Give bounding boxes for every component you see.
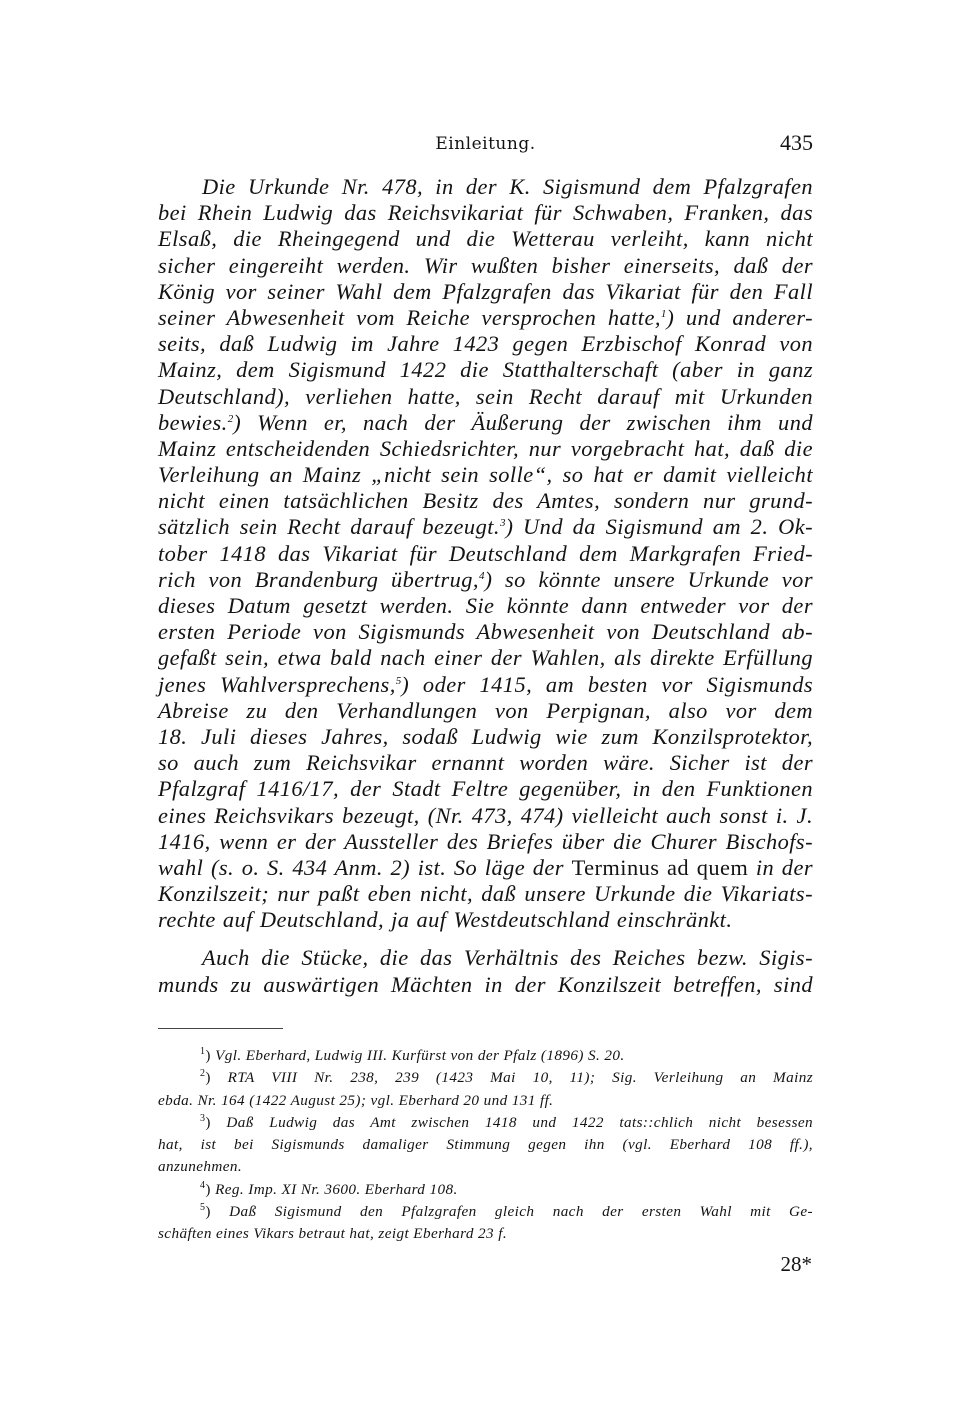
text-line: Die Urkunde Nr. 478, in der K. Sigismund dem Pfalzgrafen [202, 174, 813, 199]
latin-term: Terminus ad quem [571, 854, 749, 880]
footnote-text: schäften eines Vikars betraut hat, zeigt Eberhard 23 f. [158, 1225, 508, 1243]
footnote-line [158, 1045, 813, 1067]
footnote-text: Reg. Imp. XI Nr. 3600. Eberhard 108. [215, 1180, 458, 1198]
text-line: König vor seiner Wahl dem Pfalzgrafen das Vikariat für den Fall [158, 278, 813, 304]
footnote-ref: 3 [499, 517, 506, 530]
footnote-text: anzunehmen. [158, 1158, 243, 1176]
text-line: rich von Brandenburg übertrug,$^4$) so könnte unsere Urkunde vor [158, 566, 813, 592]
page-header [158, 130, 813, 160]
footnote-text: Daß Sigismund den Pfalzgrafen gleich nach der ersten Wahl mit Ge- [229, 1203, 814, 1221]
footnote-line [158, 1179, 813, 1201]
text-line: jenes Wahlversprechens,$^5$) oder 1415, am besten vor Sigismunds [158, 671, 813, 697]
footnote-ref: 2 [227, 412, 234, 425]
text-line: sicher eingereiht werden. Wir wußten bisher einerseits, daß der [158, 252, 813, 278]
footnote-text: Vgl. Eberhard, Ludwig III. Kurfürst von der Pfalz (1896) S. 20. [215, 1047, 625, 1064]
text-line: Deutschland), verliehen hatte, sein Recht darauf mit Urkunden [158, 383, 813, 409]
footnote-marker: 5 [200, 1202, 206, 1214]
text-line: Mainz entscheidenden Schiedsrichter, nur vorgebracht hat, daß die [158, 435, 813, 461]
signature-mark: 28* [780, 1252, 812, 1276]
footnote-line [158, 1067, 813, 1089]
footnote-line [158, 1134, 813, 1156]
text-line: wahl (s. o. S. 434 Anm. 2) ist. So läge der Terminus ad quem in der [158, 854, 814, 880]
footnote-paren: ) [205, 1113, 227, 1131]
text-line: Mainz, dem Sigismund 1422 die Statthalterschaft (aber in ganz [158, 357, 813, 383]
text-line: Verleihung an Mainz „nicht sein solle“, so hat er damit vielleicht [158, 462, 813, 488]
footnote-text: RTA VIII Nr. 238, 239 (1423 Mai 10, 11); Sig. Verleihung an Mainz [227, 1069, 814, 1087]
text-line: Pfalzgraf 1416/17, der Stadt Feltre gegenüber, in den Funktionen [158, 776, 813, 802]
footnote-marker: 4 [200, 1179, 206, 1191]
footnote-ref: 4 [478, 569, 485, 582]
footnote-separator [158, 1028, 283, 1029]
text-line: ersten Periode von Sigismunds Abwesenheit von Deutschland ab- [158, 619, 813, 645]
paragraph-gap [158, 933, 813, 945]
footnote-paren: ) [205, 1203, 230, 1221]
text-line: Abreise zu den Verhandlungen von Perpignan, also vor dem [158, 697, 813, 723]
footnote-line [158, 1112, 813, 1134]
footnote-line [158, 1156, 813, 1178]
footnotes [158, 1045, 813, 1246]
text-line: munds zu auswärtigen Mächten in der Konzilszeit betreffen, sind [158, 971, 813, 997]
text-line: nicht einen tatsächlichen Besitz des Amtes, sondern nur grund- [158, 488, 813, 514]
footnote-paren: ) [205, 1069, 228, 1087]
text-line: 18. Juli dieses Jahres, sodaß Ludwig wie zum Konzilsprotektor, [158, 723, 813, 749]
text-line: 1416, wenn er der Aussteller des Briefes über die Churer Bischofs- [158, 828, 813, 854]
text-line: rechte auf Deutschland, ja auf Westdeutschland einschränkt. [158, 907, 733, 933]
text-line: bewies.$^2$) Wenn er, nach der Äußerung der zwischen ihm und [158, 409, 813, 435]
footnote-line [158, 1223, 813, 1245]
text-line: eines Reichsvikars bezeugt, (Nr. 473, 474) vielleicht auch sonst i. J. [158, 802, 813, 828]
footnote-paren: ) [205, 1047, 216, 1064]
footnote-paren: ) [205, 1180, 216, 1198]
footnote-text: ebda. Nr. 164 (1422 August 25); vgl. Eberhard 20 und 131 ff. [158, 1091, 554, 1109]
text-line: seiner Abwesenheit vom Reiche versprochen hatte,$^1$) und anderer- [158, 304, 813, 330]
text-line: so auch zum Reichsvikar ernannt worden wäre. Sicher ist der [158, 750, 813, 776]
text-line: tober 1418 das Vikariat für Deutschland dem Markgrafen Fried- [158, 540, 813, 566]
text-line: bei Rhein Ludwig das Reichsvikariat für Schwaben, Franken, das [158, 200, 813, 226]
text-line: Elsaß, die Rheingegend und die Wetterau verleiht, kann nicht [158, 226, 813, 252]
body-text [158, 174, 813, 998]
footnote-line [158, 1201, 813, 1223]
text-line: Konzilszeit; nur paßt eben nicht, daß unsere Urkunde die Vikariats- [158, 881, 813, 907]
footnote-text: Daß Ludwig das Amt zwischen 1418 und 1422 tats::chlich nicht besessen [226, 1113, 814, 1131]
text-line: dieses Datum gesetzt werden. Sie könnte dann entweder vor der [158, 593, 813, 618]
text-line: seits, daß Ludwig im Jahre 1423 gegen Erzbischof Konrad von [158, 331, 813, 357]
line-tail: in der [748, 854, 814, 880]
text-line: sätzlich sein Recht darauf bezeugt.$^3$) Und da Sigismund am 2. Ok- [158, 514, 813, 540]
footnote-ref: 1 [660, 307, 667, 320]
footnote-ref: 5 [395, 674, 402, 687]
text-line: gefaßt sein, etwa bald nach einer der Wahlen, als direkte Erfüllung [158, 645, 813, 671]
footnote-text: hat, ist bei Sigismunds damaliger Stimmung gegen ihn (vgl. Eberhard 108 ff.), [158, 1136, 813, 1154]
page-number: 435 [780, 130, 813, 155]
text-line: Auch die Stücke, die das Verhältnis des Reiches bezw. Sigis- [202, 945, 813, 971]
footnote-marker: 3 [200, 1112, 206, 1124]
running-head: Einleitung. [435, 134, 536, 154]
footnote-marker: 1 [200, 1046, 206, 1057]
footnote-marker: 2 [200, 1068, 206, 1080]
footnote-line [158, 1090, 813, 1112]
